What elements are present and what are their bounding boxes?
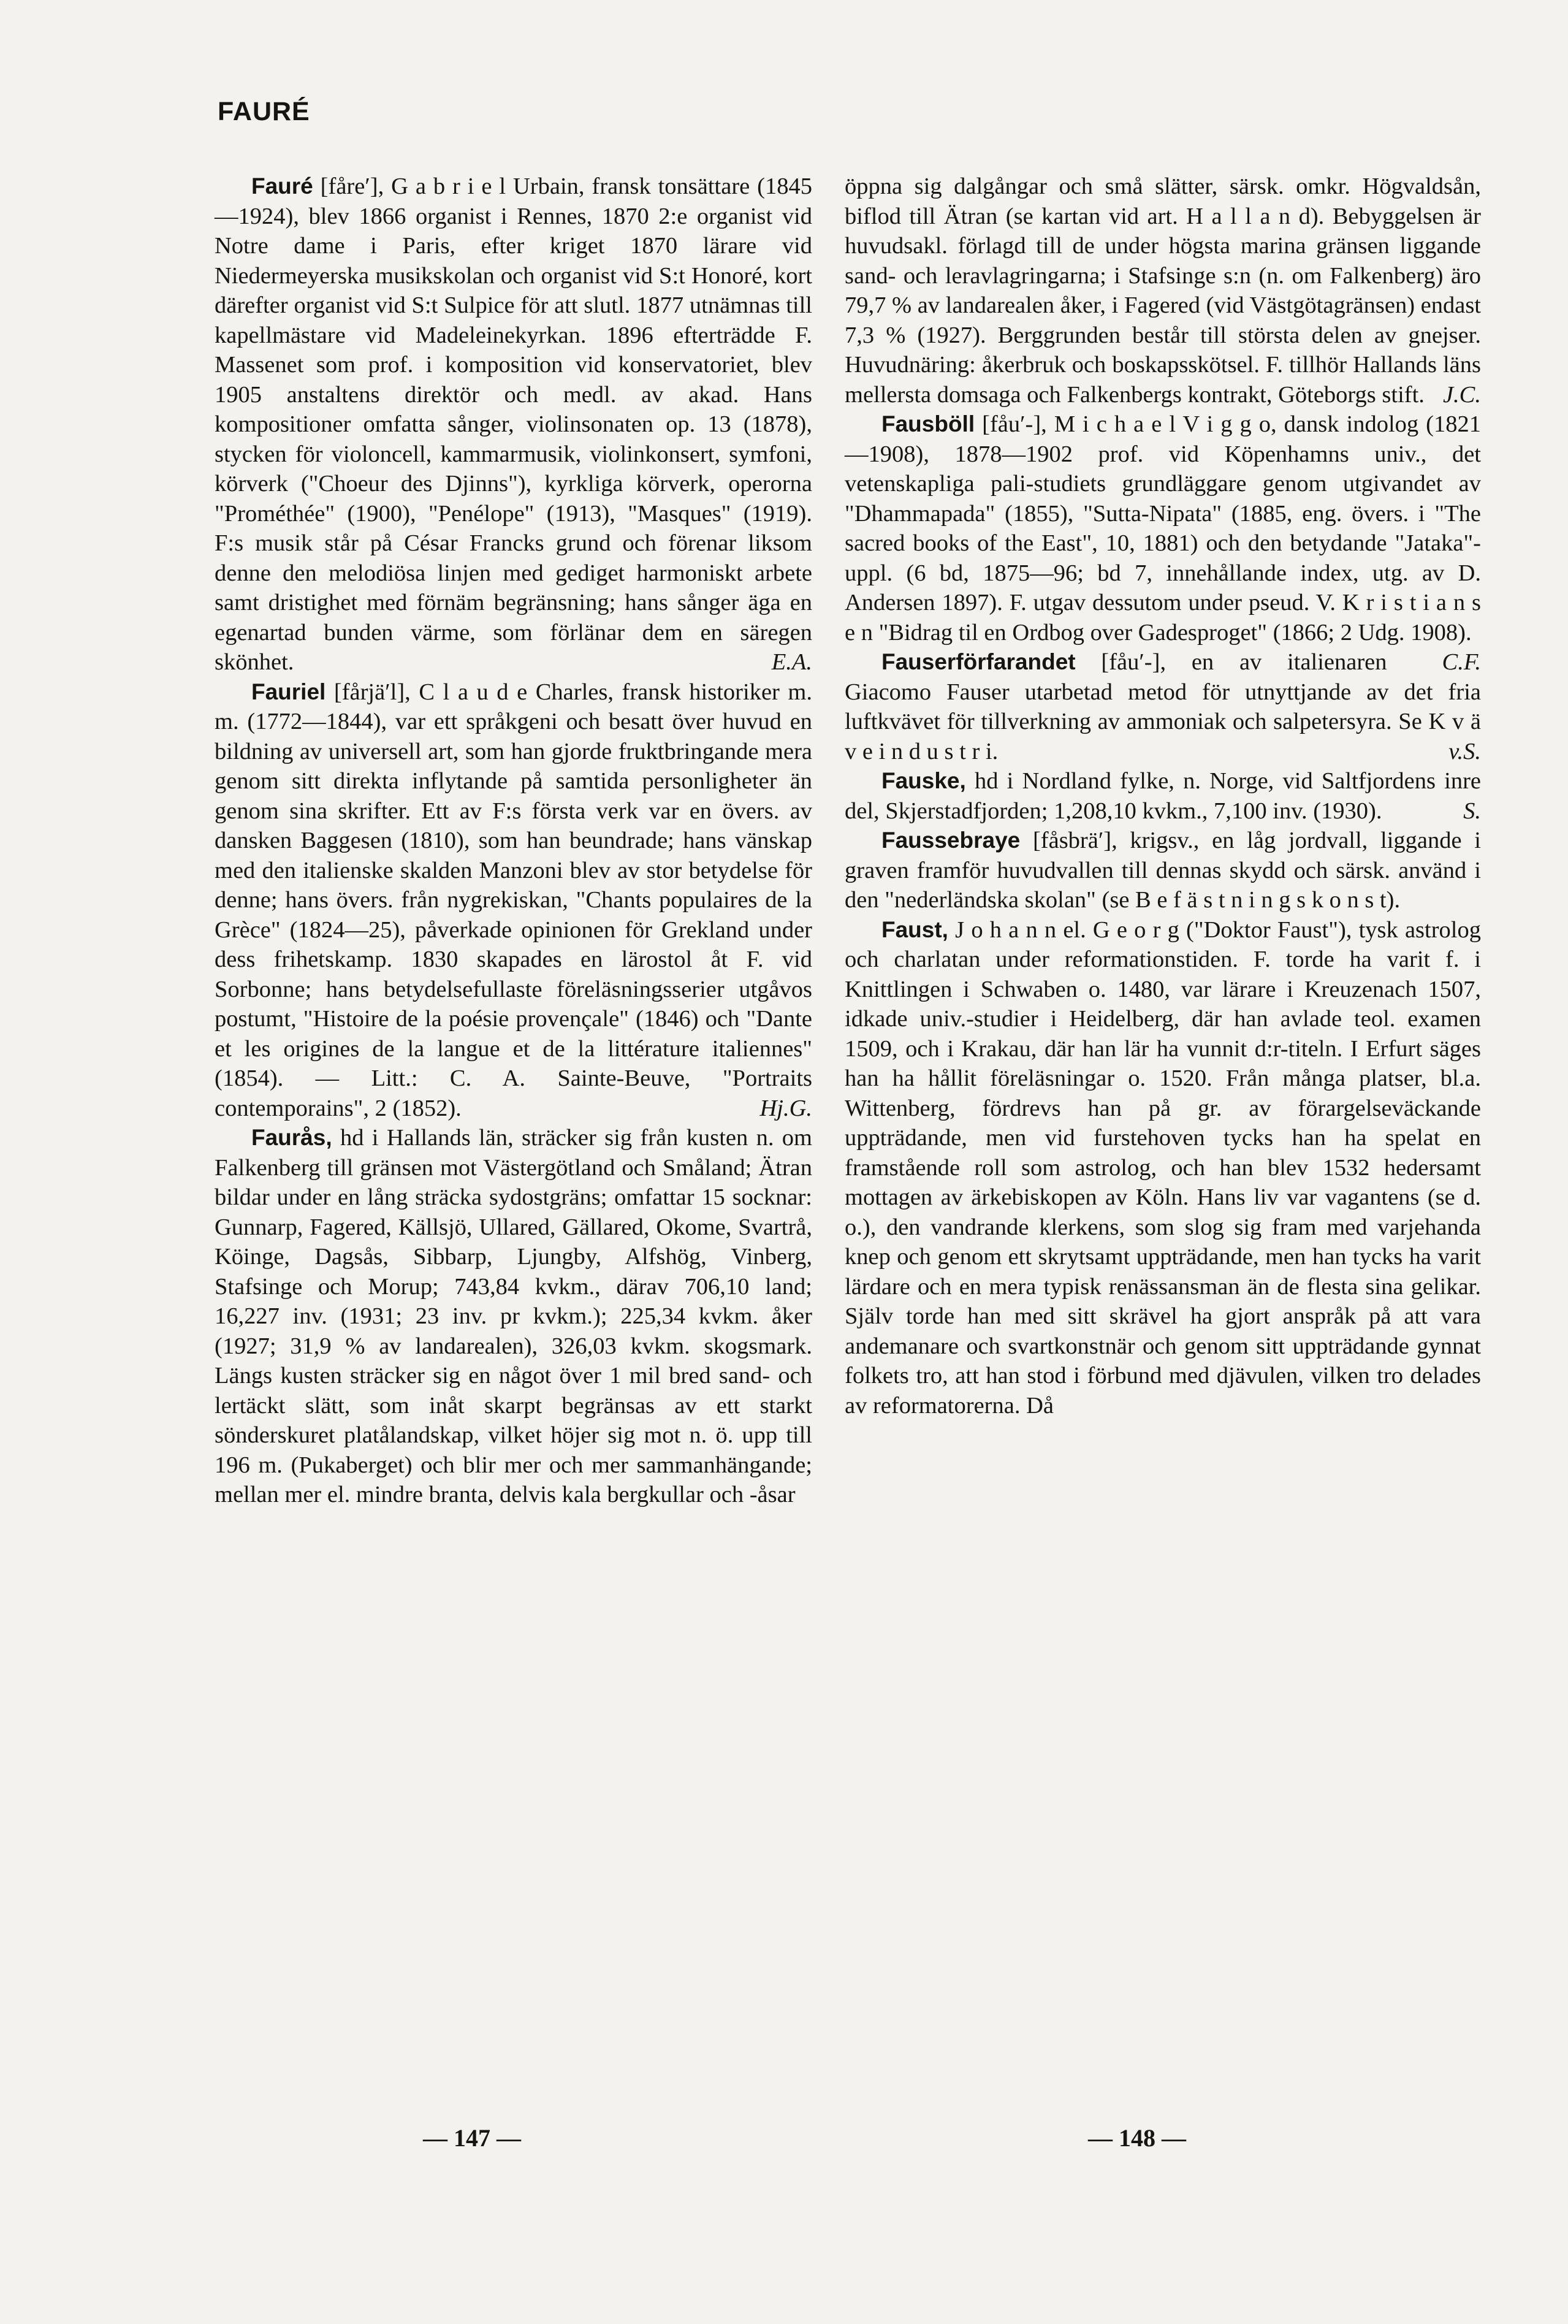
author-signature: E.A.	[771, 649, 812, 675]
author-signature: C.F.	[1442, 649, 1481, 675]
entry-text: öppna sig dalgångar och små slätter, särsk. omkr. Högvaldsån, biflod till Ätran (se kartan vid art. H a l l a n d). Bebyggelsen är huvudsakl. förlagd till de under högsta marina gränsen liggande sand- och leravlagringarna; i Stafsinge s:n (n. om Falkenberg) äro 79,7 % av landarealen åker, i Fagered (vid Västgötagränsen) endast 7,3 % (1927). Berggrunden består till största delen av gnejser. Huvudnäring: åkerbruk och boskapsskötsel. F. tillhör Hallands läns mellersta domsaga och Falkenbergs kontrakt, Göteborgs stift.	[845, 173, 1481, 408]
headword: Faust,	[881, 916, 948, 942]
headword: Fauserförfarandet	[881, 649, 1076, 674]
headword: Fausböll	[881, 411, 975, 436]
entry-text: [fåu′-], M i c h a e l V i g g o, dansk indolog (1821—1908), 1878—1902 prof. vid Köpenhamns univ., det vetenskapliga pali-studiets grundläggare genom utgivandet av "Dhammapada" (1855), "Sutta-Nipata" (1885, eng. övers. i "The sacred books of the East", 10, 1881) och den betydande "Jataka"-uppl. (6 bd, 1875—96; bd 7, innehållande index, utg. av D. Andersen 1897). F. utgav dessutom under pseud. V. K r i s t i a n s e n "Bidrag til en Ordbog over Gadesproget" (1866; 2 Udg. 1908).	[845, 411, 1481, 646]
entry-faure	[215, 172, 812, 677]
headword: Faussebraye	[881, 828, 1021, 853]
entry-text: hd i Hallands län, sträcker sig från kusten n. om Falkenberg till gränsen mot Västergötland och Småland; Ätran bildar under en lång sträcka sydostgräns; omfattar 15 socknar: Gunnarp, Fagered, Källsjö, Ullared, Gällared, Okome, Svartrå, Köinge, Dagsås, Sibbarp, Ljungby, Alfshög, Vinberg, Stafsinge och Morup; 743,84 kvkm., därav 706,10 land; 16,227 inv. (1931; 23 inv. pr kvkm.); 225,34 kvkm. åker (1927; 31,9 % av landarealen), 326,03 kvkm. skogsmark. Längs kusten sträcker sig en något över 1 mil bred sand- och lertäckt slätt, som inåt skarpt begränsas av ett starkt sönderskuret platålandskap, vilket höjer sig mot n. ö. upp till 196 m. (Pukaberget) och blir mer och mer sammanhängande; mellan mer el. mindre branta, delvis kala bergkullar och -åsar	[215, 1125, 812, 1507]
entry-text: J o h a n n el. G e o r g ("Doktor Faust"), tysk astrolog och charlatan under reformationstiden. F. torde ha varit f. i Knittlingen i Schwaben o. 1480, var lärare i Kreuzenach 1507, idkade univ.-studier i Heidelberg, där han avlade teol. examen 1509, och i Krakau, där han lär ha vunnit d:r-titeln. I Erfurt säges han ha hållit föreläsningar o. 1520. Från många platser, bl.a. Wittenberg, fördrevs han på gr. av förargelseväckande uppträdande, men vid furstehoven tycks han ha spelat en framstående roll som astrolog, och han blev 1532 hedersamt mottagen av ärkebiskopen av Köln. Hans liv var vagantens (se d. o.), den vandrande klerkens, som slog sig fram med varjehanda knep och genom ett skrytsamt uppträdande, men han tycks ha varit lärdare och en mera typisk renässansman än de flesta sina gelikar. Själv torde han med sitt skrävel ha gjort anspråk på att vara andemanare och svartkonstnär och genom sitt uppträdande gynnat folkets tro, att han stod i förbund med djävulen, vilken tro delades av reformatorerna. Då	[845, 916, 1481, 1419]
page-number-right: — 148 —	[1088, 2124, 1186, 2152]
author-signature: Hj.G.	[759, 1095, 812, 1121]
entry-text: [fåu′-], en av italienaren Giacomo Fauser utarbetad metod för utnyttjande av det fria luftkvävet för tillverkning av ammoniak och salpetersyra. Se K v ä v e i n d u s t r i.	[845, 649, 1481, 764]
entry-fauras	[215, 1123, 812, 1510]
headword: Fauré	[251, 173, 313, 199]
page-number-left: — 147 —	[423, 2124, 521, 2152]
entry-text: [fårjä′l], C l a u d e Charles, fransk historiker m. m. (1772—1844), var ett språkgeni och besatt över huvud en bildning av universell art, som han gjorde fruktbringande mera genom sitt direkta inflytande på samtida personligheter än genom sina skrifter. Ett av F:s första verk var en övers. av dansken Baggesen (1810), som han beundrade; hans vänskap med den italienske skalden Manzoni blev av stor betydelse för denne; hans övers. från nygrekiskan, "Chants populaires de la Grèce" (1824—25), påverkade opinionen för Grekland under dess frihetskamp. 1830 skapades en lärostol åt F. vid Sorbonne; hans betydelsefullaste föreläsningsserier utgåvos postumt, "Histoire de la poésie provençale" (1846) och "Dante et les origines de la langue et de la littérature italiennes" (1854). — Litt.: C. A. Sainte-Beuve, "Portraits contemporains", 2 (1852).	[215, 679, 812, 1121]
author-signature: S.	[1463, 798, 1481, 824]
entry-text: [fåre′], G a b r i e l Urbain, fransk tonsättare (1845—1924), blev 1866 organist i Rennes, 1870 2:e organist vid Notre dame i Paris, efter kriget 1870 lärare vid Niedermeyerska musikskolan och organist vid S:t Honoré, kort därefter organist vid S:t Sulpice för att slutl. 1877 utnämnas till kapellmästare vid Madeleinekyrkan. 1896 efterträdde F. Massenet som prof. i komposition vid konservatoriet, blev 1905 anstaltens direktör och medl. av akad. Hans kompositioner omfatta sånger, violinsonaten op. 13 (1878), stycken för violoncell, kammarmusik, violinkonsert, symfoni, körverk ("Choeur des Djinns"), kyrkliga körverk, operorna "Prométhée" (1900), "Penélope" (1913), "Masques" (1919). F:s musik står på César Francks grund och förenar liksom denne den melodiösa linjen med gediget harmoniskt arbete samt dristighet med förnäm begränsning; hans sånger äga en egenartad bunden värme, som förlänar dem en säregen skönhet.	[215, 173, 812, 675]
entry-fauras-continued	[845, 172, 1481, 410]
left-column	[215, 172, 812, 1510]
entry-fauske	[845, 766, 1481, 826]
headword: Fauske,	[881, 768, 966, 793]
running-head: FAURÉ	[218, 97, 310, 126]
entry-faussebraye	[845, 826, 1481, 915]
entry-faust	[845, 915, 1481, 1421]
author-signature: v.S.	[1448, 738, 1481, 764]
entry-text: hd i Nordland fylke, n. Norge, vid Saltfjordens inre del, Skjerstadfjorden; 1,208,10 kvkm., 7,100 inv. (1930).	[845, 768, 1481, 824]
author-signature: J.C.	[1442, 381, 1481, 408]
right-column	[845, 172, 1481, 1420]
headword: Faurås,	[251, 1125, 332, 1150]
entry-fauriel	[215, 677, 812, 1124]
entry-text: [fåsbrä′], krigsv., en låg jordvall, liggande i graven framför huvudvallen till dennas skydd och särsk. använd i den "nederländska skolan" (se B e f ä s t n i n g s k o n s t).	[845, 828, 1481, 913]
headword: Fauriel	[251, 679, 326, 704]
entry-fauserforfarandet	[845, 647, 1481, 766]
